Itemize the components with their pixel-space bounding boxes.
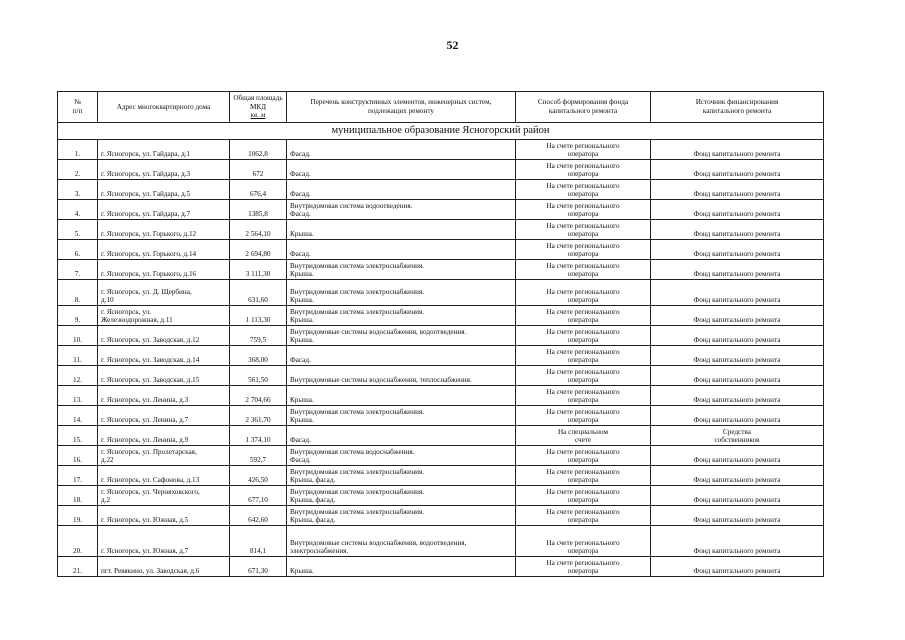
cell-elements-line: Фасад.: [290, 456, 311, 465]
cell-method-line: оператора: [567, 210, 599, 219]
cell-method-line: оператора: [567, 270, 599, 279]
cell-source-line: Фонд капитального ремонта: [693, 396, 781, 405]
cell-num: 19.: [58, 506, 98, 526]
cell-num: 18.: [58, 486, 98, 506]
cell-elements-line: Внутридомовая система электроснабжения.: [290, 487, 425, 496]
cell-elements: [287, 366, 516, 386]
cell-area: 814,1: [230, 526, 287, 557]
cell-address-line: Железнодорожная, д.11: [101, 316, 173, 325]
table-row: [58, 240, 824, 260]
cell-method: [516, 386, 651, 406]
cell-method-line: оператора: [567, 516, 599, 525]
cell-elements-line: Внутридомовая система водоотведения.: [290, 201, 413, 210]
table-row: [58, 526, 824, 557]
header-address: Адрес многоквартирного дома: [98, 92, 230, 123]
table-row: [58, 486, 824, 506]
cell-address: [98, 506, 230, 526]
cell-method-line: На счете регионального: [546, 507, 620, 516]
cell-method: [516, 280, 651, 306]
table-row: [58, 160, 824, 180]
cell-address: [98, 366, 230, 386]
table-row: [58, 180, 824, 200]
cell-address: [98, 446, 230, 466]
cell-source: [651, 180, 824, 200]
cell-source: [651, 240, 824, 260]
cell-method-line: оператора: [567, 170, 599, 179]
cell-num: 15.: [58, 426, 98, 446]
cell-method-line: На счете регионального: [546, 407, 620, 416]
cell-area: 631,60: [230, 280, 287, 306]
header-num: № п/п: [58, 92, 98, 123]
cell-num: 10.: [58, 326, 98, 346]
cell-source-line: Фонд капитального ремонта: [693, 567, 781, 576]
cell-num: 14.: [58, 406, 98, 426]
cell-num: 20.: [58, 526, 98, 557]
cell-source: [651, 466, 824, 486]
cell-method-line: оператора: [567, 296, 599, 305]
cell-address: [98, 220, 230, 240]
cell-address-line: д.10: [101, 296, 114, 305]
cell-source: [651, 486, 824, 506]
cell-area: 3 111,30: [230, 260, 287, 280]
cell-elements-line: Крыша.: [290, 296, 314, 305]
cell-elements-line: Крыша.: [290, 396, 314, 405]
cell-address-line: г. Ясногорск, ул. Заводская, д.12: [101, 336, 200, 345]
cell-area: 2 704,66: [230, 386, 287, 406]
table-row: [58, 386, 824, 406]
cell-method: [516, 557, 651, 577]
cell-elements-line: Крыша.: [290, 316, 314, 325]
cell-method: [516, 406, 651, 426]
cell-source-line: Фонд капитального ремонта: [693, 270, 781, 279]
cell-address: [98, 200, 230, 220]
cell-address: [98, 326, 230, 346]
cell-source-line: Фонд капитального ремонта: [693, 547, 781, 556]
cell-method-line: оператора: [567, 356, 599, 365]
table-row: [58, 557, 824, 577]
cell-elements: [287, 526, 516, 557]
cell-elements-line: Внутридомовые системы водоснабжения, теплоснабжения.: [290, 376, 472, 385]
cell-method: [516, 180, 651, 200]
cell-method-line: оператора: [567, 230, 599, 239]
cell-area: 671,30: [230, 557, 287, 577]
cell-area: 561,50: [230, 366, 287, 386]
cell-num: 4.: [58, 200, 98, 220]
cell-elements-line: Фасад.: [290, 150, 311, 159]
cell-elements: [287, 180, 516, 200]
cell-method-line: На счете регионального: [546, 201, 620, 210]
cell-address-line: г. Ясногорск, ул. Гайдара, д.7: [101, 210, 191, 219]
cell-source: [651, 220, 824, 240]
cell-method-line: На счете регионального: [546, 307, 620, 316]
cell-address-line: пгт. Ревякино, ул. Заводская, д.6: [101, 567, 200, 576]
cell-method-line: На счете регионального: [546, 467, 620, 476]
cell-address-line: г. Ясногорск, ул. Горького, д.12: [101, 230, 197, 239]
header-source: Источник финансирования капитального ремонта: [651, 92, 824, 123]
cell-source: [651, 280, 824, 306]
cell-address-line: г. Ясногорск, ул. Горького, д.16: [101, 270, 197, 279]
cell-method-line: На счете регионального: [546, 287, 620, 296]
cell-elements-line: Фасад.: [290, 250, 311, 259]
cell-elements: [287, 160, 516, 180]
cell-address: [98, 426, 230, 446]
table-row: [58, 446, 824, 466]
cell-elements-line: Внутридомовая система электроснабжения.: [290, 287, 425, 296]
cell-method: [516, 366, 651, 386]
cell-method: [516, 506, 651, 526]
cell-address-line: г. Ясногорск, ул. Гайдара, д.1: [101, 150, 191, 159]
cell-method: [516, 526, 651, 557]
table-row: [58, 200, 824, 220]
cell-elements: [287, 406, 516, 426]
cell-address-line: г. Ясногорск, ул. Гайдара, д.5: [101, 190, 191, 199]
cell-elements: [287, 386, 516, 406]
cell-source: [651, 557, 824, 577]
cell-elements-line: Внутридомовая система электроснабжения.: [290, 407, 425, 416]
cell-method-line: На счете регионального: [546, 261, 620, 270]
cell-elements: [287, 220, 516, 240]
cell-area: 677,10: [230, 486, 287, 506]
cell-elements-line: Внутридомовые системы водоснабжения, водоотведения,: [290, 538, 467, 547]
cell-method-line: На счете регионального: [546, 327, 620, 336]
cell-address: [98, 466, 230, 486]
cell-elements-line: Внутридомовая система электроснабжения.: [290, 467, 425, 476]
cell-source-line: собственников: [714, 436, 760, 445]
cell-source: [651, 160, 824, 180]
cell-num: 13.: [58, 386, 98, 406]
cell-method-line: оператора: [567, 476, 599, 485]
cell-area: 672: [230, 160, 287, 180]
cell-method-line: оператора: [567, 456, 599, 465]
cell-num: 2.: [58, 160, 98, 180]
cell-method-line: оператора: [567, 150, 599, 159]
cell-address: [98, 306, 230, 326]
cell-source-line: Фонд капитального ремонта: [693, 190, 781, 199]
cell-elements: [287, 486, 516, 506]
cell-source: [651, 446, 824, 466]
cell-elements-line: Крыша, фасад.: [290, 516, 336, 525]
cell-source-line: Фонд капитального ремонта: [693, 296, 781, 305]
cell-num: 12.: [58, 366, 98, 386]
cell-source-line: Фонд капитального ремонта: [693, 250, 781, 259]
cell-elements-line: Фасад.: [290, 356, 311, 365]
cell-source-line: Фонд капитального ремонта: [693, 230, 781, 239]
cell-area: 1 113,30: [230, 306, 287, 326]
cell-area: 1062,8: [230, 140, 287, 160]
cell-area: 1 374,10: [230, 426, 287, 446]
cell-num: 9.: [58, 306, 98, 326]
cell-method-line: На счете регионального: [546, 347, 620, 356]
cell-num: 21.: [58, 557, 98, 577]
cell-method-line: На счете регионального: [546, 141, 620, 150]
cell-source-line: Фонд капитального ремонта: [693, 336, 781, 345]
cell-area: 2 361,70: [230, 406, 287, 426]
cell-area: 2 694,80: [230, 240, 287, 260]
cell-source-line: Фонд капитального ремонта: [693, 356, 781, 365]
cell-method-line: На счете регионального: [546, 241, 620, 250]
cell-address-line: г. Ясногорск, ул. Ленина, д.3: [101, 396, 189, 405]
cell-elements-line: Внутридомовая система водоснабжения.: [290, 447, 415, 456]
cell-source-line: Фонд капитального ремонта: [693, 210, 781, 219]
cell-method: [516, 240, 651, 260]
cell-address: [98, 160, 230, 180]
cell-address: [98, 180, 230, 200]
table-row: [58, 280, 824, 306]
cell-method-line: На счете регионального: [546, 447, 620, 456]
cell-method: [516, 306, 651, 326]
table-row: [58, 306, 824, 326]
cell-area: 426,50: [230, 466, 287, 486]
cell-elements: [287, 346, 516, 366]
cell-source: [651, 326, 824, 346]
page-number: 52: [446, 38, 459, 52]
cell-source-line: Фонд капитального ремонта: [693, 170, 781, 179]
cell-address-line: г. Ясногорск, ул.: [101, 307, 152, 316]
cell-address-line: д.2: [101, 496, 111, 505]
table-row: [58, 140, 824, 160]
table-row: [58, 466, 824, 486]
cell-num: 3.: [58, 180, 98, 200]
cell-address-line: г. Ясногорск, ул. Д. Щербина,: [101, 287, 192, 296]
cell-source-line: Фонд капитального ремонта: [693, 456, 781, 465]
cell-source: [651, 506, 824, 526]
cell-address-line: д.22: [101, 456, 114, 465]
header-method: Способ формирования фонда капитального ремонта: [516, 92, 651, 123]
cell-num: 1.: [58, 140, 98, 160]
cell-address: [98, 140, 230, 160]
cell-address-line: г. Ясногорск, ул. Пролетарская,: [101, 447, 197, 456]
cell-source: [651, 386, 824, 406]
cell-elements-line: Внутридомовая система электроснабжения.: [290, 261, 425, 270]
cell-num: 11.: [58, 346, 98, 366]
cell-source-line: Фонд капитального ремонта: [693, 416, 781, 425]
cell-address: [98, 406, 230, 426]
table-row: [58, 426, 824, 446]
cell-source: [651, 260, 824, 280]
cell-elements-line: Внутридомовая система электроснабжения.: [290, 507, 425, 516]
cell-method-line: На счете регионального: [546, 161, 620, 170]
cell-num: 6.: [58, 240, 98, 260]
cell-elements: [287, 446, 516, 466]
cell-method: [516, 140, 651, 160]
cell-elements-line: Крыша, фасад.: [290, 476, 336, 485]
header-area: Общая площадь МКД кв. м: [230, 92, 287, 123]
table-row: [58, 406, 824, 426]
cell-method: [516, 346, 651, 366]
cell-elements: [287, 557, 516, 577]
cell-elements: [287, 466, 516, 486]
cell-elements: [287, 140, 516, 160]
cell-source: [651, 306, 824, 326]
cell-address: [98, 486, 230, 506]
header-row: [58, 92, 824, 123]
cell-address-line: г. Ясногорск, ул. Южная, д.7: [101, 547, 189, 556]
cell-source-line: Фонд капитального ремонта: [693, 316, 781, 325]
cell-method-line: На счете регионального: [546, 538, 620, 547]
table-row: [58, 326, 824, 346]
cell-elements-line: Фасад.: [290, 210, 311, 219]
cell-address-line: г. Ясногорск, ул. Ленина, д.7: [101, 416, 189, 425]
cell-area: 592,7: [230, 446, 287, 466]
cell-source-line: Фонд капитального ремонта: [693, 496, 781, 505]
table-row: [58, 346, 824, 366]
cell-method-line: счете: [574, 436, 592, 445]
cell-address: [98, 280, 230, 306]
cell-source: [651, 200, 824, 220]
cell-elements-line: Внутридомовые системы водоснабжения, водоотведения.: [290, 327, 467, 336]
cell-method-line: На счете регионального: [546, 558, 620, 567]
cell-elements-line: Внутридомовая система электроснабжения.: [290, 307, 425, 316]
cell-address-line: г. Ясногорск, ул. Заводская, д.15: [101, 376, 200, 385]
cell-elements-line: электроснабжения.: [290, 547, 349, 556]
header-elements: Перечень конструктивных элементов, инженерных систем, подлежащих ремонту: [287, 92, 516, 123]
cell-address-line: г. Ясногорск, ул. Горького, д.14: [101, 250, 197, 259]
cell-elements: [287, 426, 516, 446]
cell-address-line: г. Ясногорск, ул. Заводская, д.14: [101, 356, 200, 365]
cell-elements-line: Крыша.: [290, 567, 314, 576]
cell-method-line: оператора: [567, 547, 599, 556]
cell-num: 8.: [58, 280, 98, 306]
cell-method-line: оператора: [567, 336, 599, 345]
cell-address: [98, 386, 230, 406]
cell-elements-line: Фасад.: [290, 190, 311, 199]
cell-address-line: г. Ясногорск, ул. Ленина, д.9: [101, 436, 189, 445]
cell-elements: [287, 260, 516, 280]
cell-method-line: На счете регионального: [546, 387, 620, 396]
cell-num: 17.: [58, 466, 98, 486]
cell-address: [98, 240, 230, 260]
cell-source-line: Фонд капитального ремонта: [693, 516, 781, 525]
cell-address: [98, 526, 230, 557]
cell-elements-line: Крыша, фасад.: [290, 496, 336, 505]
cell-source-line: Фонд капитального ремонта: [693, 376, 781, 385]
cell-method: [516, 466, 651, 486]
cell-method: [516, 220, 651, 240]
cell-elements-line: Фасад.: [290, 436, 311, 445]
cell-method-line: оператора: [567, 496, 599, 505]
cell-elements-line: Крыша.: [290, 270, 314, 279]
cell-elements-line: Фасад.: [290, 170, 311, 179]
cell-address-line: г. Ясногорск, ул. Черняховского,: [101, 487, 200, 496]
cell-address: [98, 260, 230, 280]
cell-area: 759,5: [230, 326, 287, 346]
cell-area: 676,4: [230, 180, 287, 200]
cell-method-line: оператора: [567, 567, 599, 576]
cell-method-line: На счете регионального: [546, 487, 620, 496]
cell-elements-line: Крыша.: [290, 230, 314, 239]
cell-method-line: оператора: [567, 316, 599, 325]
cell-elements: [287, 506, 516, 526]
cell-method: [516, 160, 651, 180]
cell-address: [98, 346, 230, 366]
cell-method: [516, 446, 651, 466]
table-row: [58, 220, 824, 240]
cell-method-line: оператора: [567, 250, 599, 259]
table-row: [58, 260, 824, 280]
cell-elements: [287, 200, 516, 220]
cell-source-line: Фонд капитального ремонта: [693, 476, 781, 485]
cell-method: [516, 200, 651, 220]
table-row: [58, 506, 824, 526]
cell-method: [516, 326, 651, 346]
cell-source-line: Средства: [723, 427, 751, 436]
cell-elements-line: Крыша.: [290, 336, 314, 345]
cell-num: 16.: [58, 446, 98, 466]
cell-method-line: На специальном: [557, 427, 609, 436]
cell-method-line: оператора: [567, 416, 599, 425]
cell-num: 5.: [58, 220, 98, 240]
cell-source: [651, 346, 824, 366]
cell-source: [651, 426, 824, 446]
cell-method: [516, 426, 651, 446]
cell-area: 642,60: [230, 506, 287, 526]
section-row: [58, 123, 824, 140]
cell-num: 7.: [58, 260, 98, 280]
cell-address-line: г. Ясногорск, ул. Сафонова, д.13: [101, 476, 200, 485]
cell-address-line: г. Ясногорск, ул. Гайдара, д.3: [101, 170, 191, 179]
cell-address-line: г. Ясногорск, ул. Южная, д.5: [101, 516, 189, 525]
cell-area: 1385,8: [230, 200, 287, 220]
section-title: муниципальное образование Ясногорский район: [58, 123, 824, 140]
cell-elements-line: Крыша.: [290, 416, 314, 425]
cell-source: [651, 140, 824, 160]
cell-source: [651, 406, 824, 426]
cell-source-line: Фонд капитального ремонта: [693, 150, 781, 159]
cell-method: [516, 260, 651, 280]
cell-elements: [287, 280, 516, 306]
capital-repair-table: [57, 91, 824, 577]
cell-method-line: На счете регионального: [546, 367, 620, 376]
cell-method-line: На счете регионального: [546, 181, 620, 190]
cell-method-line: оператора: [567, 396, 599, 405]
cell-method: [516, 486, 651, 506]
cell-address: [98, 557, 230, 577]
cell-elements: [287, 306, 516, 326]
cell-method-line: оператора: [567, 190, 599, 199]
table-row: [58, 366, 824, 386]
cell-method-line: оператора: [567, 376, 599, 385]
cell-source: [651, 366, 824, 386]
cell-area: 368,00: [230, 346, 287, 366]
cell-area: 2 564,10: [230, 220, 287, 240]
cell-elements: [287, 240, 516, 260]
cell-source: [651, 526, 824, 557]
cell-elements: [287, 326, 516, 346]
cell-method-line: На счете регионального: [546, 221, 620, 230]
